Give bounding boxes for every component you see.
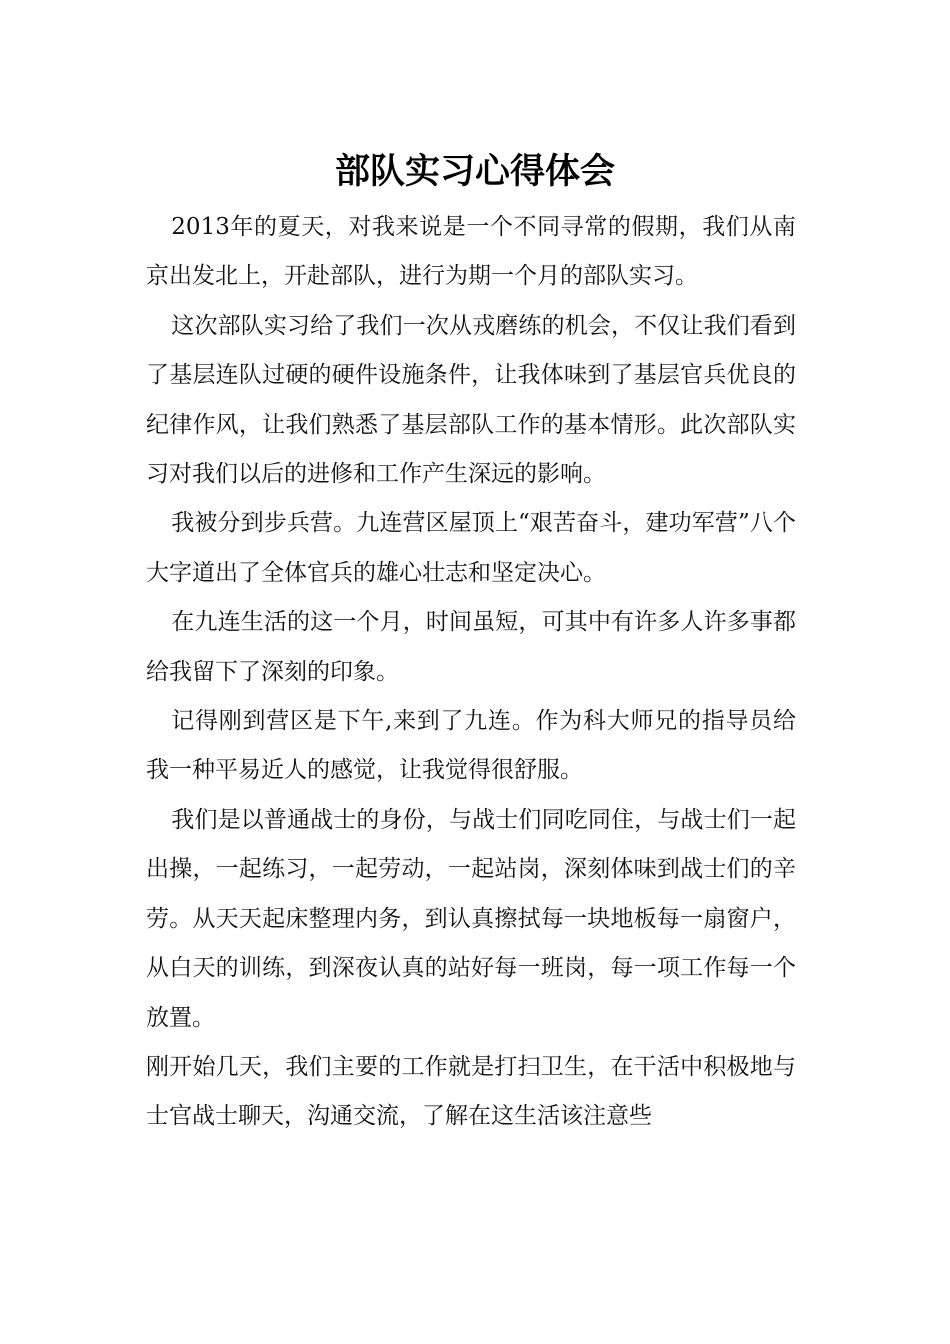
paragraph-4: 在九连生活的这一个月，时间虽短，可其中有许多人许多事都给我留下了深刻的印象。	[146, 609, 796, 685]
paragraph-3: 我被分到步兵营。九连营区屋顶上“艰苦奋斗，建功军营”八个大字道出了全体官兵的雄心壮志和坚定决心。	[146, 510, 796, 586]
paragraph-5: 记得刚到营区是下午,来到了九连。作为科大师兄的指导员给我一种平易近人的感觉，让我觉得很舒服。	[146, 708, 796, 784]
document-title: 部队实习心得体会	[334, 151, 615, 192]
paragraph-1: 2013年的夏天，对我来说是一个不同寻常的假期，我们从南京出发北上，开赴部队，进行为期一个月的部队实习。	[146, 214, 796, 290]
paragraph-2: 这次部队实习给了我们一次从戎磨练的机会，不仅让我们看到了基层连队过硬的硬件设施条件，让我体味到了基层官兵优良的纪律作风，让我们熟悉了基层部队工作的基本情形。此次部队实习对我们以后的进修和工作产生深远的影响。	[146, 312, 796, 488]
paragraph-7: 刚开始几天，我们主要的工作就是打扫卫生，在干活中积极地与士官战士聊天，沟通交流，了解在这生活该注意些	[146, 1053, 796, 1130]
paragraph-6: 我们是以普通战士的身份，与战士们同吃同住，与战士们一起出操，一起练习，一起劳动，一起站岗，深刻体味到战士们的辛劳。从天天起床整理内务，到认真擦拭每一块地板每一扇窗户，从白天的训练，到深夜认真的站好每一班岗，每一项工作每一个放置。	[146, 806, 796, 1031]
document-body	[146, 203, 796, 1142]
